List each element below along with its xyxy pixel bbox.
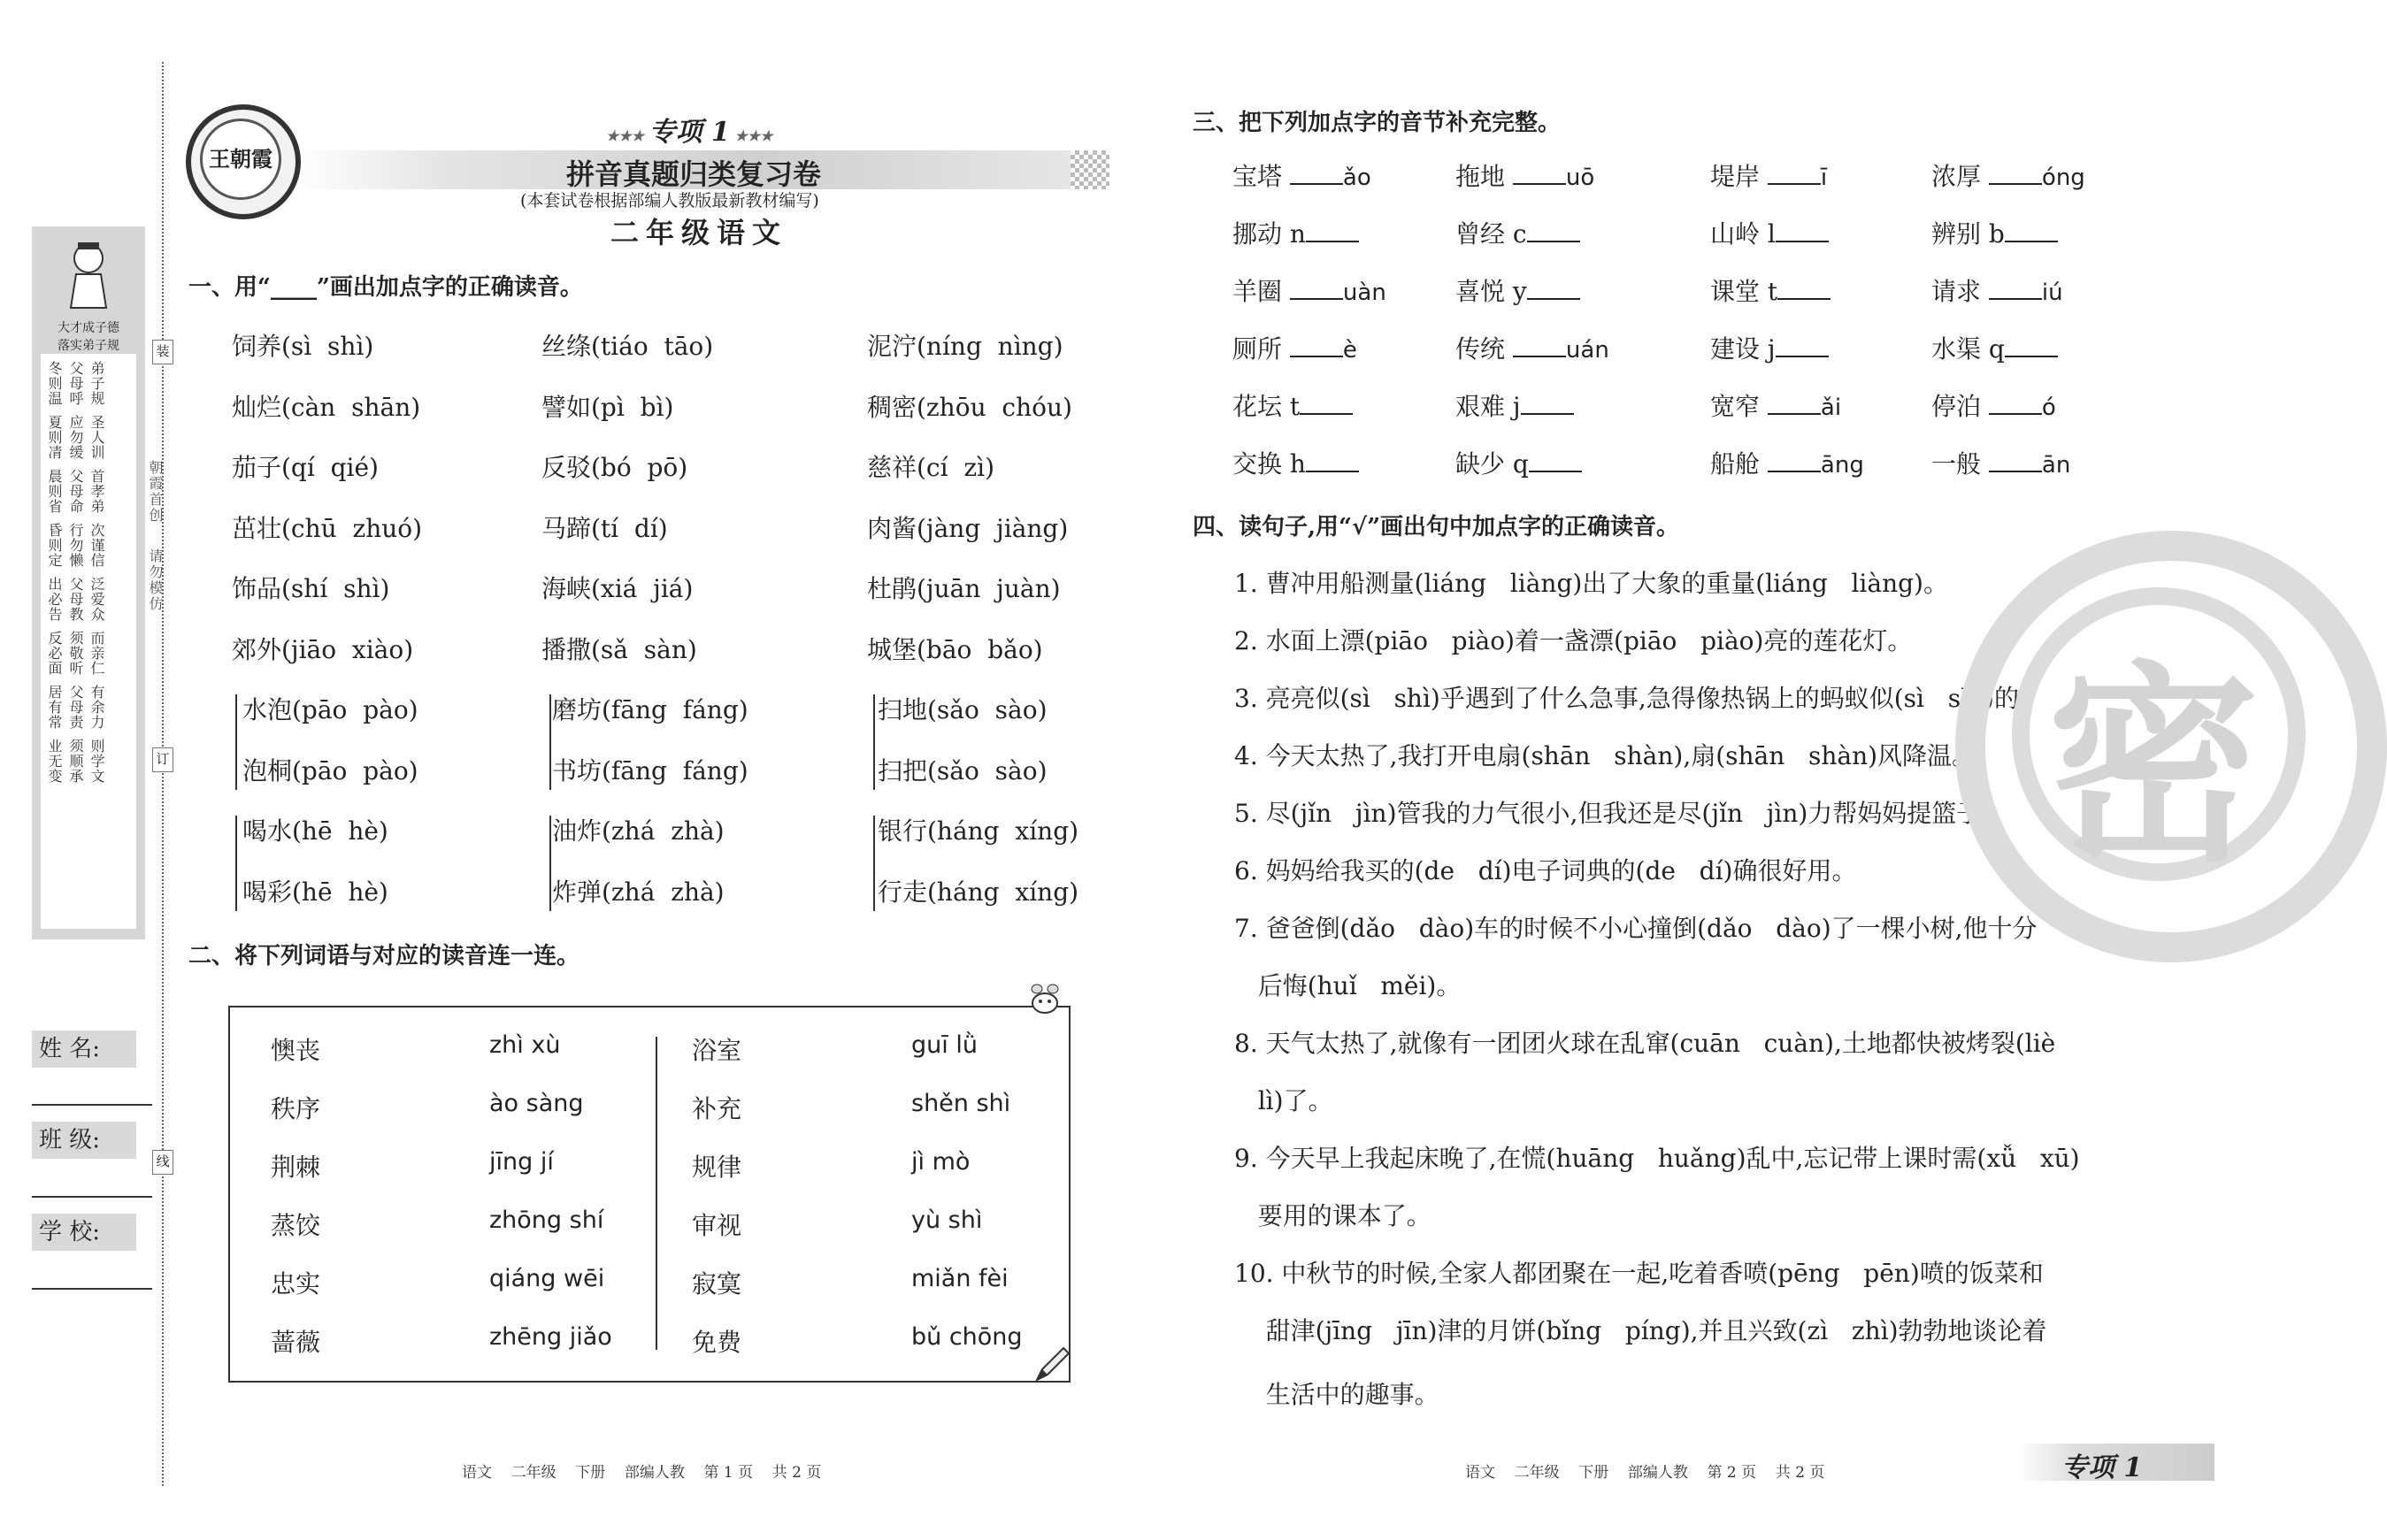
syllable-blank[interactable] xyxy=(1290,336,1343,357)
reading-item[interactable]: 郊外(jiāo xiào) xyxy=(232,634,414,664)
sentence-line[interactable]: 生活中的趣事。 xyxy=(1234,1380,1439,1409)
sentence-line[interactable]: 10. 中秋节的时候,全家人都团聚在一起,吃着香喷(pēng pēn)喷的饭菜和 xyxy=(1234,1259,2044,1288)
side-note: 请勿模仿 xyxy=(147,548,164,612)
class-field[interactable] xyxy=(32,1196,152,1198)
match-pinyin[interactable]: zhōng shí xyxy=(489,1207,604,1234)
logo-text: 王朝霞 xyxy=(200,119,281,200)
footer-tag: 专项 1 xyxy=(2061,1452,2143,1483)
reading-item[interactable]: 喝彩(hē hè) xyxy=(242,877,388,907)
sentence-line[interactable]: lì)了。 xyxy=(1234,1086,1333,1115)
syllable-blank[interactable] xyxy=(1989,394,2042,415)
reading-item[interactable]: 马蹄(tí dí) xyxy=(541,513,668,543)
rule-text: 则学文 xyxy=(88,739,105,784)
reading-item[interactable]: 泡桐(pāo pào) xyxy=(242,755,418,785)
match-word[interactable]: 补充 xyxy=(692,1094,742,1123)
syllable-blank[interactable] xyxy=(1768,394,1821,415)
match-word[interactable]: 寂寞 xyxy=(692,1269,742,1299)
syllable-word: 曾经 c xyxy=(1455,219,1527,249)
syllable-word: 挪动 n xyxy=(1232,219,1306,249)
reading-item[interactable]: 喝水(hē hè) xyxy=(242,816,388,846)
sentence-line[interactable]: 要用的课本了。 xyxy=(1234,1201,1431,1230)
syllable-item xyxy=(1455,445,1582,480)
syllable-blank[interactable] xyxy=(1776,336,1829,357)
syllable-item xyxy=(1931,330,2058,365)
reading-item[interactable]: 播撒(sǎ sàn) xyxy=(541,634,697,664)
syllable-item xyxy=(1931,157,2085,193)
match-word[interactable]: 蔷薇 xyxy=(271,1328,321,1357)
reading-item[interactable]: 书坊(fāng fáng) xyxy=(552,755,748,785)
syllable-final: uō xyxy=(1565,165,1595,191)
banner-pattern xyxy=(1071,150,1109,189)
motto-line: 落实弟子规 xyxy=(58,339,119,353)
sentence-line[interactable]: 4. 今天太热了,我打开电扇(shān shàn),扇(shān shàn)风降温。 xyxy=(1234,741,1977,770)
reading-item[interactable]: 饰品(shí shì) xyxy=(232,574,390,603)
syllable-blank[interactable] xyxy=(2005,336,2058,357)
page-subtitle: (本套试卷根据部编人教版最新教材编写) xyxy=(520,191,819,211)
match-pinyin[interactable]: shěn shì xyxy=(911,1090,1011,1117)
reading-item[interactable]: 茄子(qí qié) xyxy=(232,453,379,482)
rule-text: 须敬听 xyxy=(67,631,84,676)
fold-mark: 线 xyxy=(152,1150,173,1175)
child-figure-illustration xyxy=(58,239,119,310)
rules-panel xyxy=(41,354,136,929)
syllable-blank[interactable] xyxy=(1290,164,1343,185)
syllable-final: ǎi xyxy=(1820,395,1842,421)
syllable-blank[interactable] xyxy=(1521,394,1574,415)
syllable-blank[interactable] xyxy=(1290,279,1343,300)
reading-item[interactable]: 磨坊(fāng fáng) xyxy=(552,695,748,724)
syllable-word: 羊圈 xyxy=(1232,277,1290,306)
rule-text: 次谨信 xyxy=(88,523,105,568)
syllable-blank[interactable] xyxy=(1777,279,1831,300)
pencil-icon xyxy=(1033,1345,1072,1383)
match-pinyin[interactable]: qiáng wēi xyxy=(489,1265,605,1292)
rules-col-1 xyxy=(46,361,62,784)
syllable-final: uàn xyxy=(1342,280,1386,306)
special-text: 专项 1 xyxy=(649,117,730,148)
syllable-word: 辨别 b xyxy=(1931,219,2005,249)
page-title: 拼音真题归类复习卷 xyxy=(566,157,822,191)
syllable-item xyxy=(1455,272,1580,308)
rule-text: 父母呼 xyxy=(67,361,84,406)
reading-item[interactable]: 饲养(sì shì) xyxy=(232,332,374,361)
sentence-line[interactable]: 3. 亮亮似(sì shì)乎遇到了什么急事,急得像热锅上的蚂蚁似(sì shì)的。 xyxy=(1234,684,2044,713)
fold-mark: 装 xyxy=(152,340,173,364)
syllable-word: 船舱 xyxy=(1710,449,1768,479)
syllable-blank[interactable] xyxy=(1776,221,1829,242)
syllable-word: 请求 xyxy=(1931,277,1989,306)
syllable-blank[interactable] xyxy=(1989,451,2042,472)
syllable-item xyxy=(1455,387,1574,423)
syllable-word: 缺少 q xyxy=(1455,449,1529,479)
reading-item[interactable]: 海峡(xiá jiá) xyxy=(541,574,694,603)
syllable-final: āng xyxy=(1820,452,1864,479)
section3-title: 三、把下列加点字的音节补充完整。 xyxy=(1193,110,1562,136)
group-bracket xyxy=(235,694,244,790)
school-label: 学 校: xyxy=(32,1214,136,1251)
reading-item[interactable]: 譬如(pì bì) xyxy=(541,392,674,422)
syllable-blank[interactable] xyxy=(1989,279,2042,300)
sentence-line[interactable]: 5. 尽(jǐn jìn)管我的力气很小,但我还是尽(jǐn jìn)力帮妈妈提篮子。 xyxy=(1234,799,2007,828)
syllable-final: è xyxy=(1342,337,1357,364)
footer-right: 语文 二年级 下册 部编人教 第 2 页 共 2 页 xyxy=(1465,1464,1825,1482)
syllable-final: ān xyxy=(2041,452,2071,479)
reading-item[interactable]: 丝绦(tiáo tāo) xyxy=(541,332,714,361)
rule-text: 行勿懒 xyxy=(67,523,84,568)
rules-columns xyxy=(46,361,104,784)
rule-text: 应勿缓 xyxy=(67,415,84,460)
syllable-item xyxy=(1710,215,1829,250)
syllable-blank[interactable] xyxy=(1989,164,2042,185)
sentence-line[interactable]: 7. 爸爸倒(dǎo dào)车的时候不小心撞倒(dǎo dào)了一棵小树,他十分 xyxy=(1234,914,2038,943)
syllable-final: iú xyxy=(2041,280,2063,306)
syllable-item xyxy=(1710,387,1841,423)
rule-text: 出必告 xyxy=(46,577,63,622)
syllable-item xyxy=(1931,387,2056,423)
name-field[interactable] xyxy=(32,1104,152,1106)
syllable-item xyxy=(1455,157,1594,193)
syllable-item xyxy=(1710,157,1827,193)
match-word[interactable]: 秩序 xyxy=(271,1094,321,1123)
syllable-blank[interactable] xyxy=(1529,451,1582,472)
reading-item[interactable]: 稠密(zhōu chóu) xyxy=(867,392,1072,422)
reading-item[interactable]: 炸弹(zhá zhà) xyxy=(552,877,725,907)
group-bracket xyxy=(549,816,558,911)
syllable-word: 宝塔 xyxy=(1232,162,1290,191)
sentence-line[interactable]: 6. 妈妈给我买的(de dí)电子词典的(de dí)确很好用。 xyxy=(1234,856,1857,885)
reading-item[interactable]: 慈祥(cí zì) xyxy=(867,453,994,482)
syllable-item xyxy=(1232,445,1359,480)
group-bracket xyxy=(235,816,244,911)
syllable-blank[interactable] xyxy=(2005,221,2058,242)
rule-text: 居有常 xyxy=(46,685,63,730)
syllable-word: 水渠 q xyxy=(1931,334,2005,364)
fold-mark: 订 xyxy=(152,747,173,772)
syllable-word: 停泊 xyxy=(1931,392,1989,421)
brand-logo xyxy=(186,104,301,219)
syllable-item xyxy=(1931,272,2063,308)
rule-text: 圣人训 xyxy=(88,415,105,460)
syllable-item xyxy=(1710,272,1831,308)
name-label: 姓 名: xyxy=(32,1030,136,1068)
rule-text: 父母命 xyxy=(67,469,84,514)
syllable-item xyxy=(1931,215,2058,250)
motto-line: 大才成子德 xyxy=(58,321,119,335)
syllable-item xyxy=(1232,157,1371,193)
reading-item[interactable]: 银行(háng xíng) xyxy=(878,816,1079,846)
section1-title: 一、用“____”画出加点字的正确读音。 xyxy=(188,274,583,301)
sentence-line[interactable]: 后悔(huǐ měi)。 xyxy=(1234,971,1462,1000)
sentence-line[interactable]: 1. 曹冲用船测量(liáng liàng)出了大象的重量(liáng liàng)。 xyxy=(1234,569,1948,598)
syllable-word: 一般 xyxy=(1931,449,1989,479)
syllable-word: 宽窄 xyxy=(1710,392,1768,421)
rule-text: 晨则省 xyxy=(46,469,63,514)
syllable-word: 交换 h xyxy=(1232,449,1306,479)
rule-text: 首孝弟 xyxy=(88,469,105,514)
rules-col-2 xyxy=(67,361,83,784)
syllable-blank[interactable] xyxy=(1300,394,1353,415)
match-word[interactable]: 蒸饺 xyxy=(271,1211,321,1240)
binding-fold-line xyxy=(162,62,164,1486)
class-label: 班 级: xyxy=(32,1122,136,1159)
match-pinyin[interactable]: yù shì xyxy=(911,1207,983,1234)
syllable-word: 厕所 xyxy=(1232,334,1290,364)
syllable-word: 拖地 xyxy=(1455,162,1513,191)
syllable-word: 课堂 t xyxy=(1710,277,1778,306)
reading-item[interactable]: 肉酱(jàng jiàng) xyxy=(867,513,1069,543)
section4-title: 四、读句子,用“√”画出句中加点字的正确读音。 xyxy=(1193,514,1680,540)
match-pinyin[interactable]: guī lǜ xyxy=(911,1031,978,1059)
syllable-blank[interactable] xyxy=(1768,164,1821,185)
rule-text: 泛爱众 xyxy=(88,577,105,622)
matching-divider xyxy=(656,1037,657,1350)
syllable-final: ǎo xyxy=(1342,165,1371,191)
rule-text: 冬则温 xyxy=(46,361,63,406)
syllable-item xyxy=(1931,445,2070,480)
syllable-blank[interactable] xyxy=(1527,279,1580,300)
special-label: ★★★ 专项 1 ★★★ xyxy=(606,117,773,148)
sentence-line[interactable]: 8. 天气太热了,就像有一团团火球在乱窜(cuān cuàn),土地都快被烤裂(liè xyxy=(1234,1029,2056,1058)
confidential-stamp xyxy=(1955,531,2387,962)
syllable-item xyxy=(1710,330,1829,365)
reading-item[interactable]: 泥泞(níng nìng) xyxy=(867,332,1063,361)
syllable-blank[interactable] xyxy=(1306,221,1359,242)
group-bracket xyxy=(549,694,558,790)
syllable-item xyxy=(1232,330,1357,365)
syllable-blank[interactable] xyxy=(1527,221,1580,242)
syllable-word: 堤岸 xyxy=(1710,162,1768,191)
reading-item[interactable]: 扫把(sǎo sào) xyxy=(878,755,1048,785)
rule-text: 弟子规 xyxy=(88,361,105,406)
syllable-word: 花坛 t xyxy=(1232,392,1301,421)
rule-text: 反必面 xyxy=(46,631,63,676)
match-pinyin[interactable]: miǎn fèi xyxy=(911,1265,1009,1292)
syllable-final: óng xyxy=(2041,165,2085,191)
reading-item[interactable]: 城堡(bāo bǎo) xyxy=(867,634,1043,664)
syllable-blank[interactable] xyxy=(1768,451,1821,472)
match-word[interactable]: 浴室 xyxy=(692,1036,742,1065)
syllable-final: ó xyxy=(2041,395,2056,421)
syllable-final: uán xyxy=(1565,337,1609,364)
reading-item[interactable]: 油炸(zhá zhà) xyxy=(552,816,725,846)
match-pinyin[interactable]: zhì xù xyxy=(489,1031,561,1059)
reading-item[interactable]: 灿烂(càn shān) xyxy=(232,392,421,422)
side-note: 朝霞首创 xyxy=(147,460,164,524)
reading-item[interactable]: 茁壮(chū zhuó) xyxy=(232,513,423,543)
match-word[interactable]: 荆棘 xyxy=(271,1153,321,1182)
syllable-item xyxy=(1455,215,1580,250)
rule-text: 父母教 xyxy=(67,577,84,622)
syllable-blank[interactable] xyxy=(1306,451,1359,472)
reading-item[interactable]: 扫地(sǎo sào) xyxy=(878,695,1048,724)
syllable-blank[interactable] xyxy=(1513,336,1566,357)
syllable-word: 喜悦 y xyxy=(1455,277,1527,306)
reading-item[interactable]: 水泡(pāo pào) xyxy=(242,695,418,724)
sentence-line[interactable]: 9. 今天早上我起床晚了,在慌(huāng huǎng)乱中,忘记带上课时需(xǚ xū) xyxy=(1234,1144,2080,1173)
syllable-item xyxy=(1232,387,1353,423)
match-pinyin[interactable]: ào sàng xyxy=(489,1090,584,1117)
reading-item[interactable]: 行走(háng xíng) xyxy=(878,877,1079,907)
rule-text: 而亲仁 xyxy=(88,631,105,676)
match-word[interactable]: 忠实 xyxy=(271,1269,321,1299)
match-pinyin[interactable]: jīng jí xyxy=(489,1148,554,1176)
stamp-char: 密 xyxy=(2047,641,2260,891)
sentence-line[interactable]: 2. 水面上漂(piāo piào)着一盏漂(piāo piào)亮的莲花灯。 xyxy=(1234,626,1913,655)
syllable-item xyxy=(1232,215,1359,250)
match-word[interactable]: 规律 xyxy=(692,1153,742,1182)
syllable-item xyxy=(1232,272,1386,308)
match-word[interactable]: 审视 xyxy=(692,1211,742,1240)
rule-text: 父母责 xyxy=(67,685,84,730)
reading-item[interactable]: 杜鹃(juān juàn) xyxy=(867,574,1061,603)
section2-title: 二、将下列词语与对应的读音连一连。 xyxy=(188,943,580,969)
rule-text: 有余力 xyxy=(88,685,105,730)
syllable-blank[interactable] xyxy=(1513,164,1566,185)
school-field[interactable] xyxy=(32,1288,152,1290)
group-bracket xyxy=(873,694,882,790)
syllable-word: 艰难 j xyxy=(1455,392,1521,421)
bee-icon xyxy=(1026,982,1063,1017)
grade-title: 二年级语文 xyxy=(610,216,788,249)
syllable-item xyxy=(1710,445,1864,480)
rule-text: 夏则凊 xyxy=(46,415,63,460)
sentence-line[interactable]: 甜津(jīng jīn)津的月饼(bǐng píng),并且兴致(zì zhì)勃勃地谈论着 xyxy=(1234,1316,2047,1345)
match-word[interactable]: 懊丧 xyxy=(271,1036,321,1065)
rules-col-3 xyxy=(88,361,104,784)
match-pinyin[interactable]: bǔ chōng xyxy=(911,1323,1023,1351)
match-pinyin[interactable]: zhēng jiǎo xyxy=(489,1323,612,1351)
rule-text: 须顺承 xyxy=(67,739,84,784)
group-bracket xyxy=(873,816,882,911)
syllable-word: 建设 j xyxy=(1710,334,1776,364)
syllable-word: 传统 xyxy=(1455,334,1513,364)
rule-text: 业无变 xyxy=(46,739,63,784)
motto-strip xyxy=(32,226,145,939)
footer-left: 语文 二年级 下册 部编人教 第 1 页 共 2 页 xyxy=(462,1464,822,1482)
syllable-word: 浓厚 xyxy=(1931,162,1989,191)
match-word[interactable]: 免费 xyxy=(692,1328,742,1357)
syllable-word: 山岭 l xyxy=(1710,219,1776,249)
match-pinyin[interactable]: jì mò xyxy=(911,1148,971,1176)
rule-text: 昏则定 xyxy=(46,523,63,568)
syllable-item xyxy=(1455,330,1609,365)
syllable-final: ī xyxy=(1820,165,1828,191)
reading-item[interactable]: 反驳(bó pō) xyxy=(541,453,688,482)
